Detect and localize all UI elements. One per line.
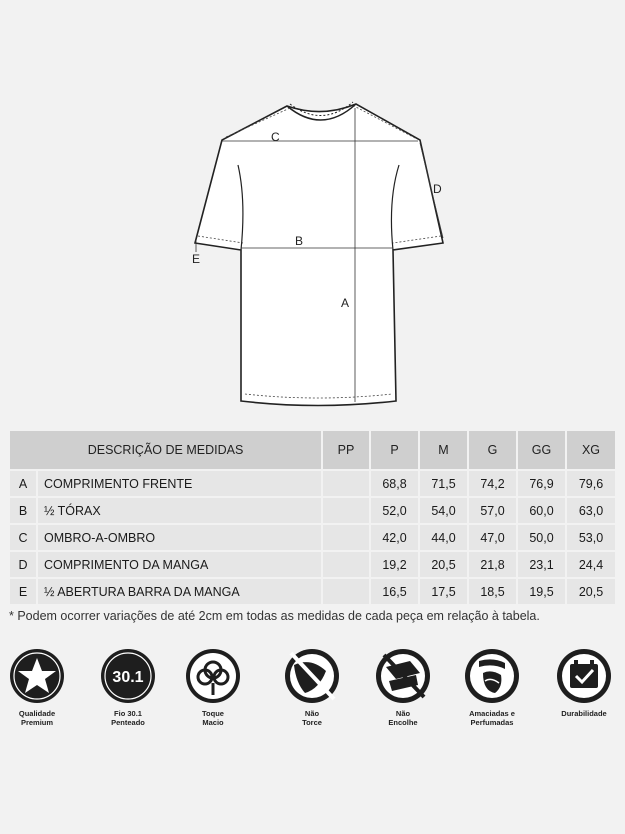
cell-gg: 23,1 — [518, 552, 565, 577]
cell-m: 71,5 — [420, 471, 467, 496]
no-shrink-icon — [372, 645, 434, 707]
thread-30-1-icon — [97, 645, 159, 707]
badge-qualidade-premium: Qualidade Premium — [0, 645, 80, 727]
cell-gg: 19,5 — [518, 579, 565, 604]
cell-xg: 53,0 — [567, 525, 615, 550]
table-row — [10, 498, 615, 523]
row-letter: A — [10, 471, 36, 496]
cell-p: 42,0 — [371, 525, 418, 550]
no-wring-icon — [281, 645, 343, 707]
label-b: B — [295, 234, 304, 248]
table-row — [10, 579, 615, 604]
size-table-header — [10, 431, 615, 469]
badge-durabilidade: Durabilidade — [541, 645, 625, 718]
cell-p: 68,8 — [371, 471, 418, 496]
cell-p: 19,2 — [371, 552, 418, 577]
cell-gg: 50,0 — [518, 525, 565, 550]
badge-nao-torce: Não Torce — [269, 645, 355, 727]
cell-pp — [323, 525, 369, 550]
header-description: DESCRIÇÃO DE MEDIDAS — [10, 431, 321, 469]
label-a: A — [341, 296, 350, 310]
cell-xg: 20,5 — [567, 579, 615, 604]
cell-g: 18,5 — [469, 579, 516, 604]
header-size-p: P — [371, 431, 418, 469]
row-letter: D — [10, 552, 36, 577]
badge-amaciadas-perfumadas: Amaciadas e Perfumadas — [449, 645, 535, 727]
row-description: ½ ABERTURA BARRA DA MANGA — [38, 579, 321, 604]
row-description: COMPRIMENTO DA MANGA — [38, 552, 321, 577]
row-letter: B — [10, 498, 36, 523]
svg-text:30.1: 30.1 — [112, 669, 144, 686]
cell-p: 52,0 — [371, 498, 418, 523]
cell-p: 16,5 — [371, 579, 418, 604]
cell-m: 44,0 — [420, 525, 467, 550]
badge-nao-encolhe: Não Encolhe — [360, 645, 446, 727]
cell-xg: 63,0 — [567, 498, 615, 523]
cell-xg: 79,6 — [567, 471, 615, 496]
label-e: E — [192, 252, 201, 266]
label-d: D — [433, 182, 442, 196]
header-size-g: G — [469, 431, 516, 469]
cell-gg: 76,9 — [518, 471, 565, 496]
size-table — [8, 429, 617, 606]
cell-m: 20,5 — [420, 552, 467, 577]
variation-note: * Podem ocorrer variações de até 2cm em todas as medidas de cada peça em relação à tabela. — [9, 609, 540, 623]
softened-perfumed-icon — [461, 645, 523, 707]
row-letter: C — [10, 525, 36, 550]
cell-pp — [323, 552, 369, 577]
cell-gg: 60,0 — [518, 498, 565, 523]
header-size-m: M — [420, 431, 467, 469]
table-row — [10, 525, 615, 550]
cell-m: 17,5 — [420, 579, 467, 604]
cell-g: 57,0 — [469, 498, 516, 523]
cell-m: 54,0 — [420, 498, 467, 523]
header-size-xg: XG — [567, 431, 615, 469]
cell-pp — [323, 498, 369, 523]
durability-icon — [553, 645, 615, 707]
badge-fio-penteado: 30.1 Fio 30.1 Penteado — [85, 645, 171, 727]
cell-g: 21,8 — [469, 552, 516, 577]
feature-badges — [0, 645, 625, 745]
header-size-gg: GG — [518, 431, 565, 469]
cotton-icon — [182, 645, 244, 707]
cell-g: 74,2 — [469, 471, 516, 496]
cell-xg: 24,4 — [567, 552, 615, 577]
table-row — [10, 552, 615, 577]
row-description: COMPRIMENTO FRENTE — [38, 471, 321, 496]
row-description: OMBRO-A-OMBRO — [38, 525, 321, 550]
cell-pp — [323, 579, 369, 604]
header-size-pp: PP — [323, 431, 369, 469]
tshirt-outline — [195, 104, 443, 406]
table-row — [10, 471, 615, 496]
row-description: ½ TÓRAX — [38, 498, 321, 523]
row-letter: E — [10, 579, 36, 604]
cell-pp — [323, 471, 369, 496]
star-badge-icon — [6, 645, 68, 707]
badge-toque-macio: Toque Macio — [170, 645, 256, 727]
cell-g: 47,0 — [469, 525, 516, 550]
label-c: C — [271, 130, 280, 144]
